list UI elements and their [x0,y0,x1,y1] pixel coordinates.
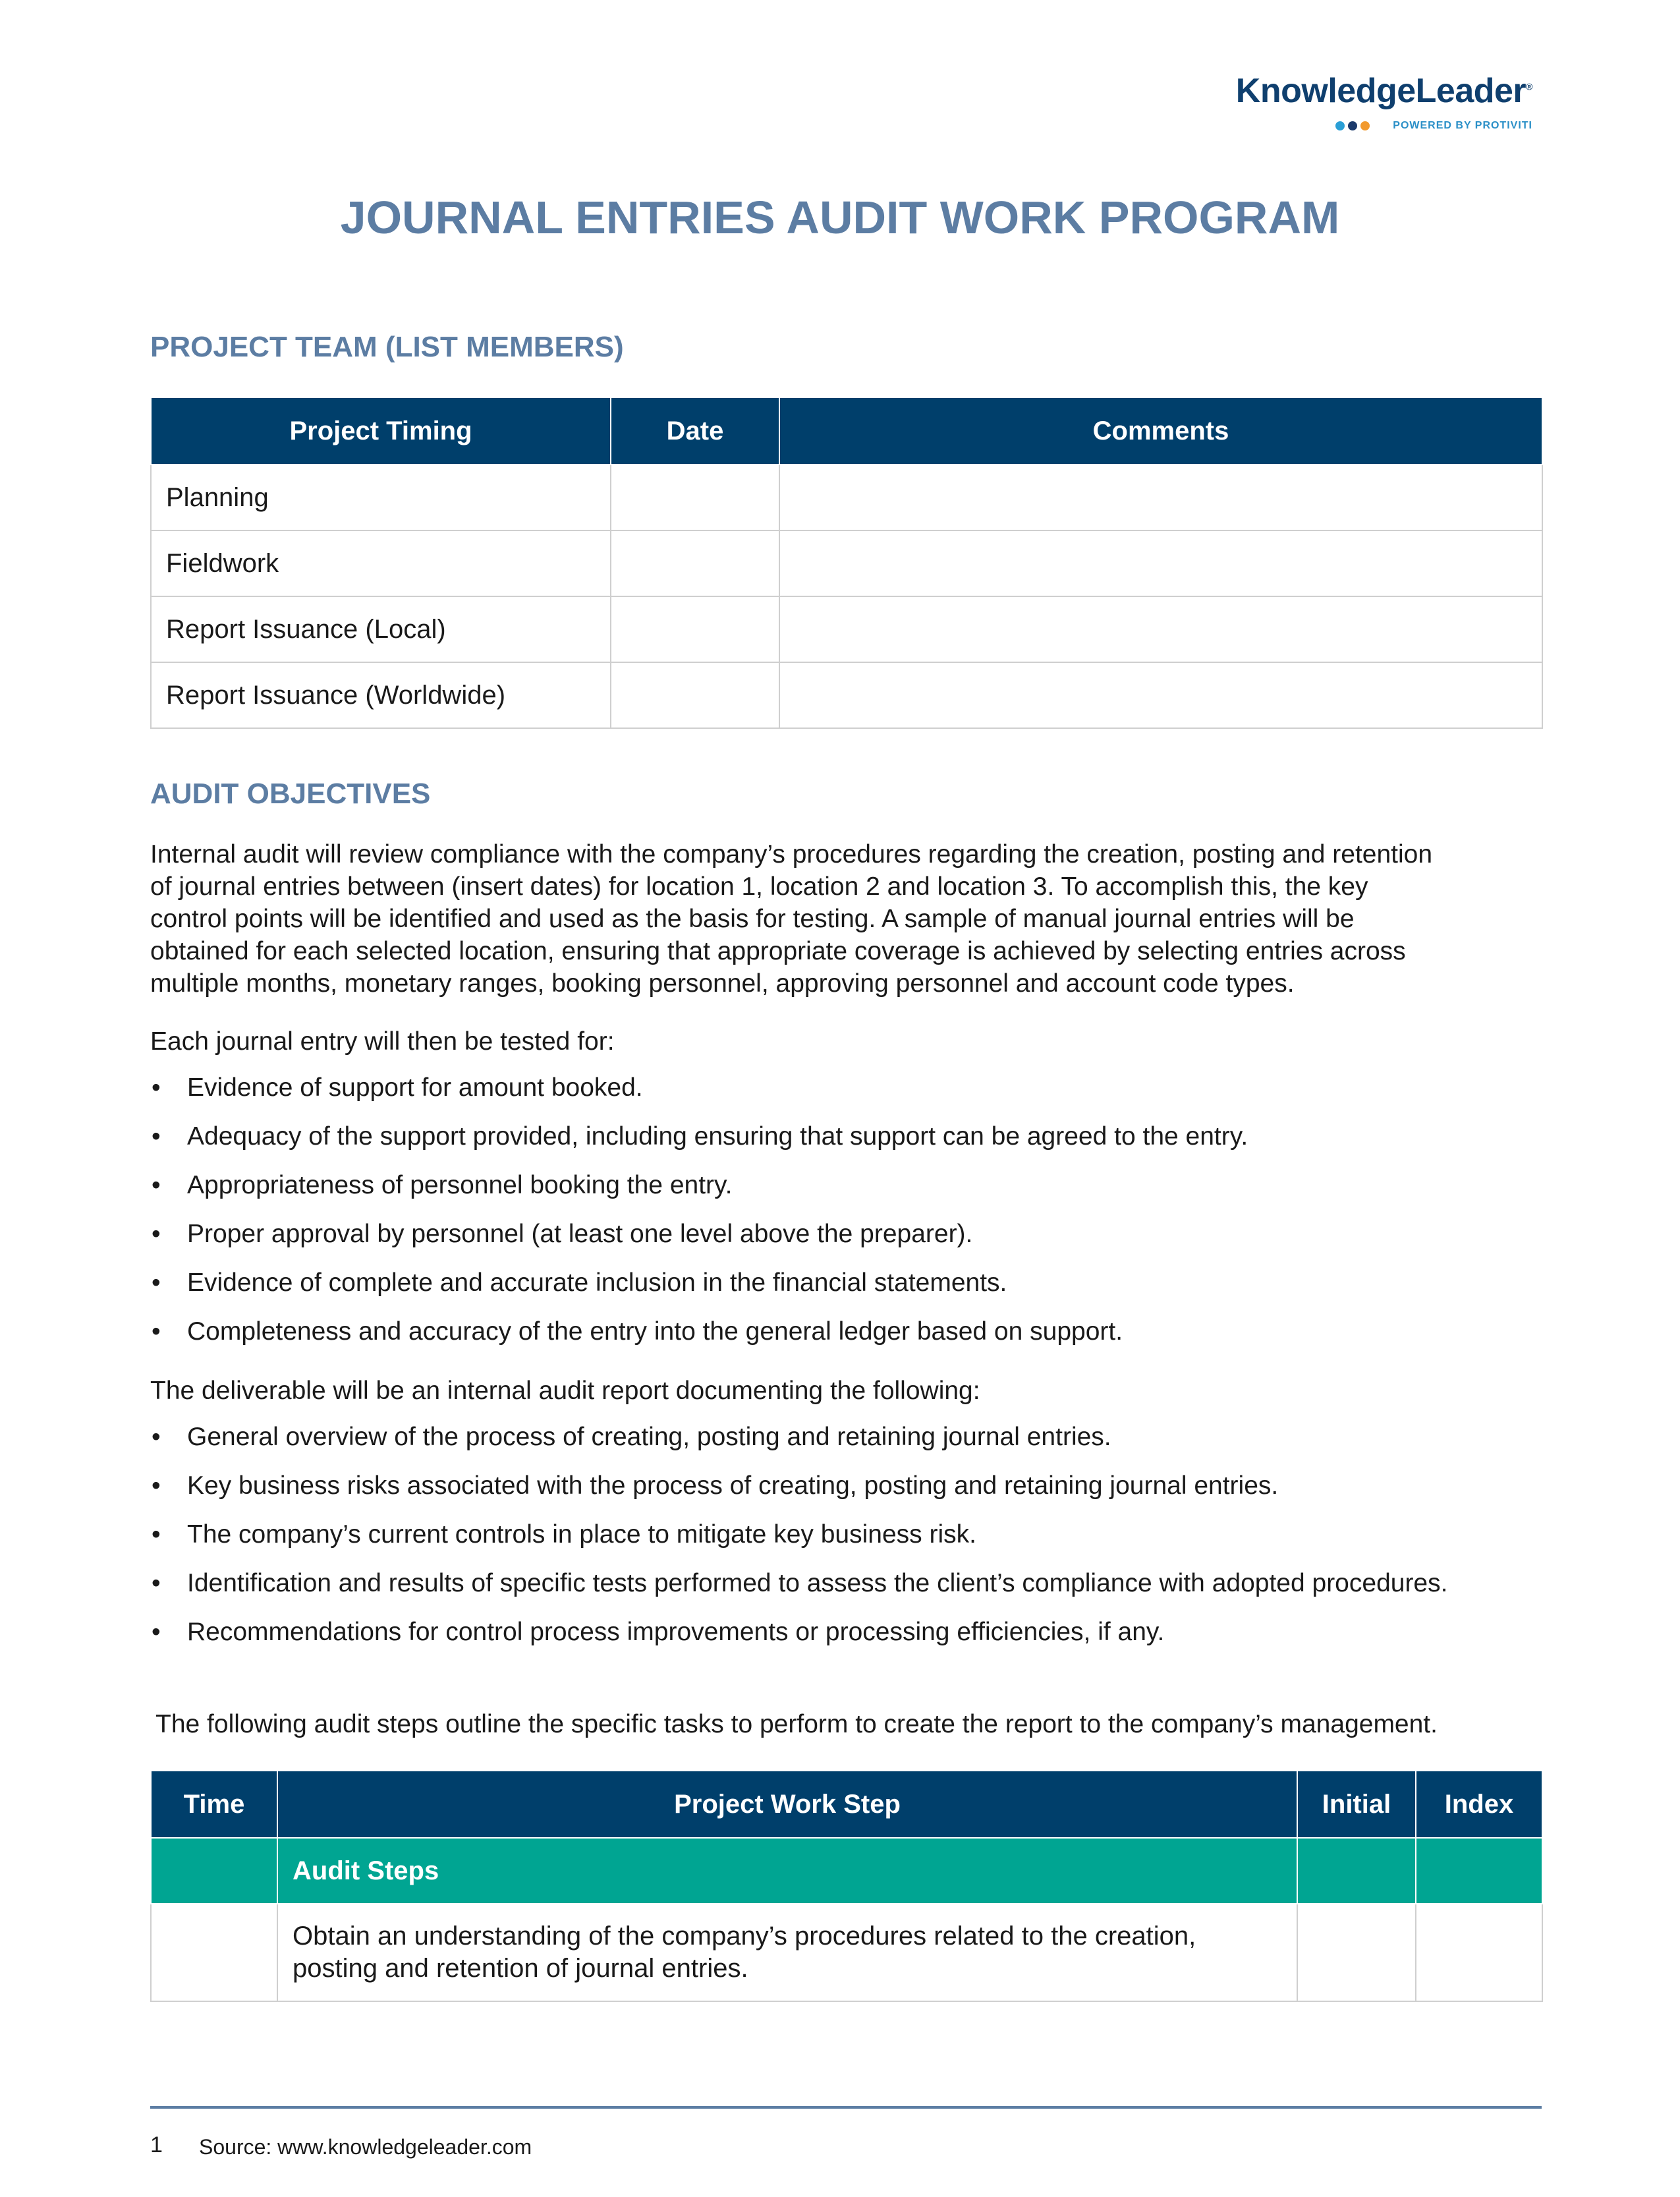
section-label: Audit Steps [277,1838,1297,1904]
date-cell[interactable] [611,662,779,728]
comments-cell[interactable] [779,596,1542,662]
list-item: • Key business risks associated with the process of creating, posting and retaining journal entries. [150,1469,1547,1502]
work-step-line: Obtain an understanding of the company’s procedures related to the creation, [293,1922,1196,1951]
date-cell[interactable] [611,530,779,596]
timing-cell: Fieldwork [151,530,611,596]
index-cell[interactable] [1416,1904,1542,2001]
timing-cell: Planning [151,465,611,530]
timing-cell: Report Issuance (Local) [151,596,611,662]
list-item: • Appropriateness of personnel booking the entry. [150,1169,1547,1201]
project-timing-table [150,397,1543,729]
work-step-cell [277,1904,1297,2001]
project-team-heading: PROJECT TEAM (LIST MEMBERS) [150,331,624,363]
date-cell[interactable] [611,465,779,530]
section-index-cell [1416,1838,1542,1904]
footer-divider [150,2106,1542,2109]
column-header-date: Date [611,397,779,465]
column-header-time: Time [151,1771,277,1838]
list-item: • Evidence of support for amount booked. [150,1071,1547,1104]
logo-dot-orange-icon [1360,121,1370,130]
steps-intro: The following audit steps outline the specific tasks to perform to create the report to the company’s management. [155,1710,1438,1738]
initial-cell[interactable] [1297,1904,1416,2001]
time-cell[interactable] [151,1904,277,2001]
work-steps-table [150,1770,1543,2002]
page-number: 1 [150,2132,163,2157]
list-item: • Completeness and accuracy of the entry into the general ledger based on support. [150,1315,1547,1348]
column-header-comments: Comments [779,397,1542,465]
table-row [151,1904,1542,2001]
list-item: • Identification and results of specific tests performed to assess the client’s compliance with adopted procedures. [150,1567,1498,1599]
intro-line: obtained for each selected location, ensuring that appropriate coverage is achieved by selecting entries across [150,937,1406,965]
timing-cell: Report Issuance (Worldwide) [151,662,611,728]
deliverable-intro: The deliverable will be an internal audit report documenting the following: [150,1377,980,1405]
logo-powered-by: POWERED BY PROTIVITI [1393,120,1532,131]
column-header-project-timing: Project Timing [151,397,611,465]
intro-line: multiple months, monetary ranges, booking personnel, approving personnel and account code types. [150,969,1295,998]
list-item: • Proper approval by personnel (at least one level above the preparer). [150,1218,1547,1250]
work-step-line: posting and retention of journal entries. [293,1954,748,1983]
date-cell[interactable] [611,596,779,662]
comments-cell[interactable] [779,530,1542,596]
list-item: • Adequacy of the support provided, including ensuring that support can be agreed to the entry. [150,1120,1547,1153]
audit-objectives-heading: AUDIT OBJECTIVES [150,778,431,810]
list-item: • Evidence of complete and accurate inclusion in the financial statements. [150,1267,1547,1299]
logo-dot-blue-icon [1335,121,1345,130]
section-initial-cell [1297,1838,1416,1904]
deliverables-list [150,1421,1547,1665]
comments-cell[interactable] [779,465,1542,530]
section-time-cell [151,1838,277,1904]
tested-for-intro: Each journal entry will then be tested for: [150,1027,615,1056]
logo-dot-navy-icon [1348,121,1357,130]
comments-cell[interactable] [779,662,1542,728]
column-header-initial: Initial [1297,1771,1416,1838]
table-row [151,596,1542,662]
list-item: • The company’s current controls in place to mitigate key business risk. [150,1518,1547,1551]
table-row [151,530,1542,596]
logo-wordmark: KnowledgeLeader® [1235,72,1532,110]
knowledgeleader-logo [1236,71,1532,132]
intro-line: control points will be identified and used as the basis for testing. A sample of manual journal entries will be [150,905,1355,933]
intro-line: of journal entries between (insert dates) for location 1, location 2 and location 3. To accomplish this, the key [150,872,1368,901]
page-title: JOURNAL ENTRIES AUDIT WORK PROGRAM [340,192,1340,243]
source-text: Source: www.knowledgeleader.com [199,2135,532,2159]
tested-for-list [150,1071,1547,1364]
list-item: • Recommendations for control process improvements or processing efficiencies, if any. [150,1616,1547,1648]
intro-line: Internal audit will review compliance with the company’s procedures regarding the creation, posting and retention [150,840,1433,869]
column-header-work-step: Project Work Step [277,1771,1297,1838]
table-row [151,662,1542,728]
column-header-index: Index [1416,1771,1542,1838]
objectives-intro-paragraph [150,838,1547,1000]
table-row [151,465,1542,530]
section-row [151,1838,1542,1904]
list-item: • General overview of the process of creating, posting and retaining journal entries. [150,1421,1547,1453]
